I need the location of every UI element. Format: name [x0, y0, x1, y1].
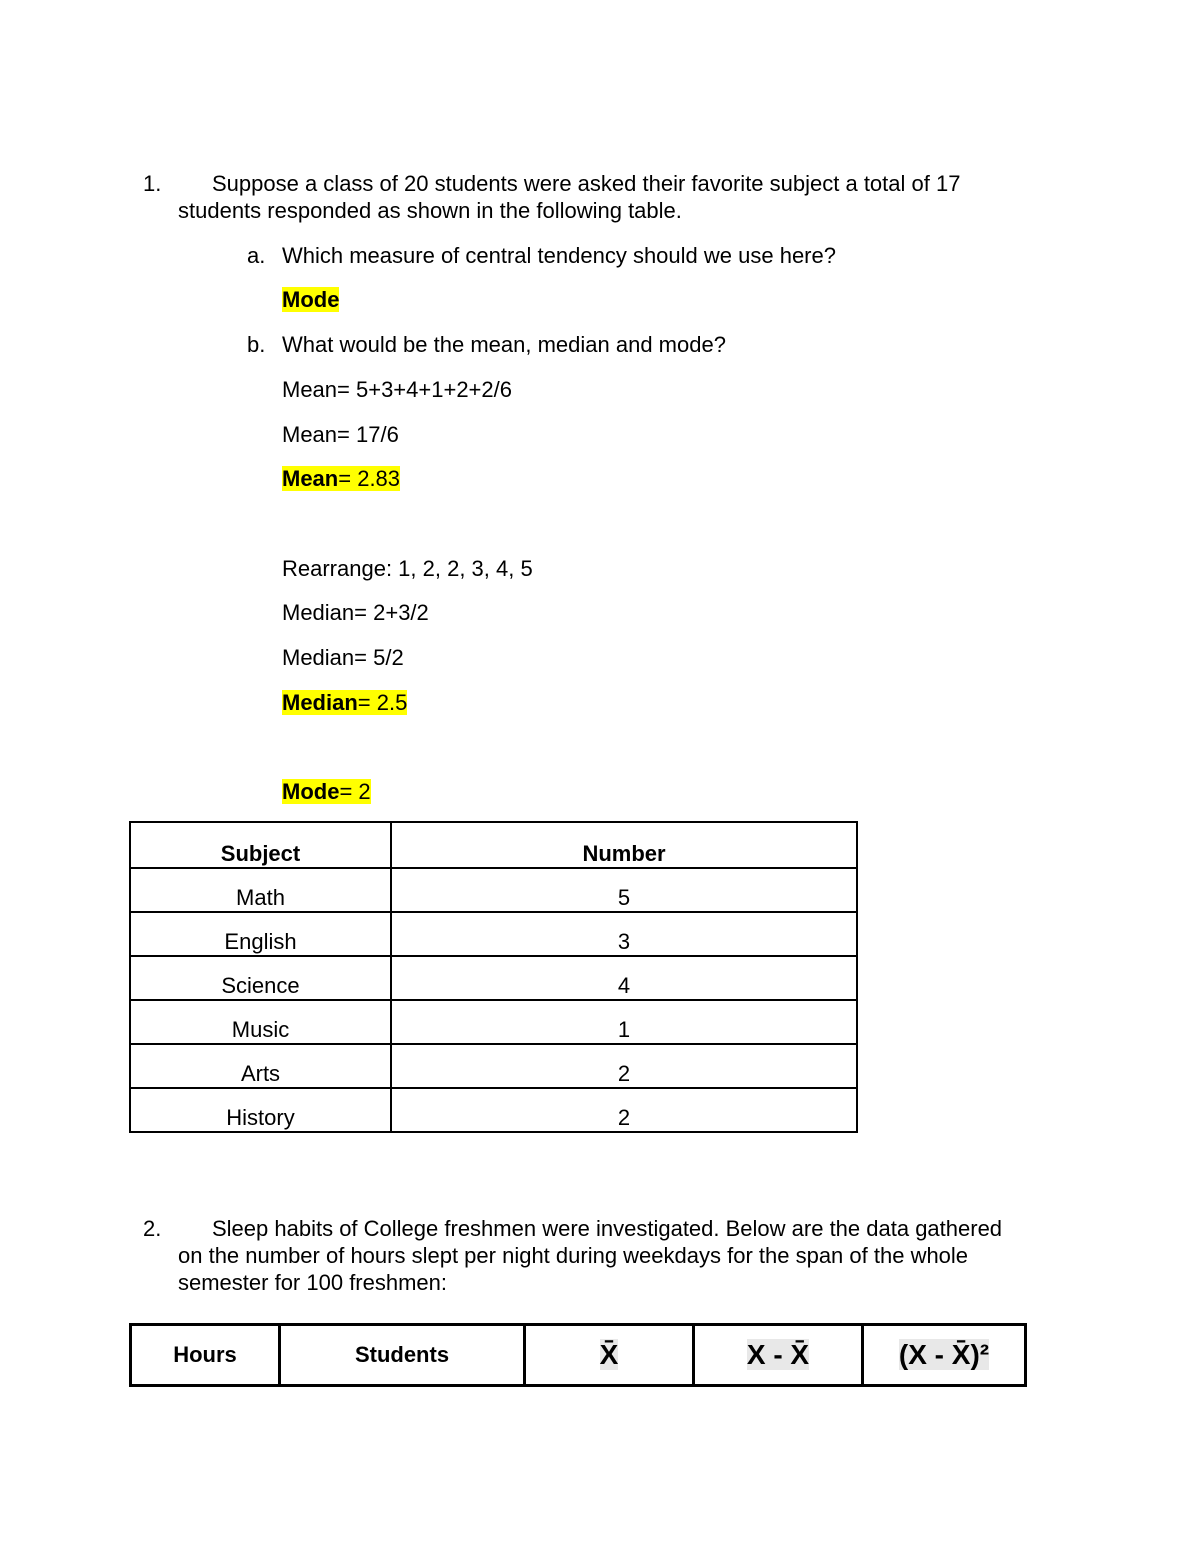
number-cell: 5 — [391, 868, 857, 912]
median-work-1: Median= 2+3/2 — [282, 600, 429, 625]
table-row — [130, 912, 857, 956]
table-row — [130, 1000, 857, 1044]
number-cell: 2 — [391, 1044, 857, 1088]
sleep-table-header-row — [131, 1325, 1026, 1386]
q1-line2: students responded as shown in the following table. — [178, 198, 682, 223]
subject-cell: English — [130, 912, 391, 956]
subject-cell: Arts — [130, 1044, 391, 1088]
q1-number: 1. — [143, 171, 162, 196]
q2-line3: semester for 100 freshmen: — [178, 1270, 448, 1295]
median-result: Median= 2.5 — [282, 690, 408, 715]
header-number: Number — [391, 822, 857, 868]
subject-cell: Math — [130, 868, 391, 912]
q1a-marker: a. — [247, 243, 266, 268]
table-header-row — [130, 822, 857, 868]
q1b-marker: b. — [247, 332, 266, 357]
q1-line1: Suppose a class of 20 students were asked their favorite subject a total of 17 — [212, 171, 961, 196]
table-row — [130, 956, 857, 1000]
number-cell: 4 — [391, 956, 857, 1000]
subject-cell: History — [130, 1088, 391, 1132]
header-students: Students — [280, 1325, 525, 1386]
median-work-2: Median= 5/2 — [282, 645, 404, 670]
q1a-answer: Mode — [282, 287, 340, 312]
table-row — [130, 868, 857, 912]
q2-number: 2. — [143, 1216, 162, 1241]
number-cell: 2 — [391, 1088, 857, 1132]
table-row — [130, 1044, 857, 1088]
header-hours: Hours — [131, 1325, 280, 1386]
rearrange-line: Rearrange: 1, 2, 2, 3, 4, 5 — [282, 556, 533, 581]
subject-cell: Music — [130, 1000, 391, 1044]
subject-table — [129, 821, 858, 1133]
mode-result: Mode= 2 — [282, 779, 371, 804]
table-row — [130, 1088, 857, 1132]
q2-line1: Sleep habits of College freshmen were investigated. Below are the data gathered — [212, 1216, 1003, 1241]
header-squared-deviation: (X - X̄)² — [863, 1325, 1026, 1386]
mean-result: Mean= 2.83 — [282, 466, 401, 491]
subject-cell: Science — [130, 956, 391, 1000]
q1b-question: What would be the mean, median and mode? — [282, 332, 726, 357]
header-deviation: X - X̄ — [694, 1325, 863, 1386]
number-cell: 1 — [391, 1000, 857, 1044]
q1a-question: Which measure of central tendency should we use here? — [282, 243, 836, 268]
sleep-table — [129, 1323, 1027, 1387]
number-cell: 3 — [391, 912, 857, 956]
q2-line2: on the number of hours slept per night during weekdays for the span of the whole — [178, 1243, 969, 1268]
header-mean-symbol: X̄ — [525, 1325, 694, 1386]
mean-work-1: Mean= 5+3+4+1+2+2/6 — [282, 377, 512, 402]
mean-work-2: Mean= 17/6 — [282, 422, 399, 447]
header-subject: Subject — [130, 822, 391, 868]
